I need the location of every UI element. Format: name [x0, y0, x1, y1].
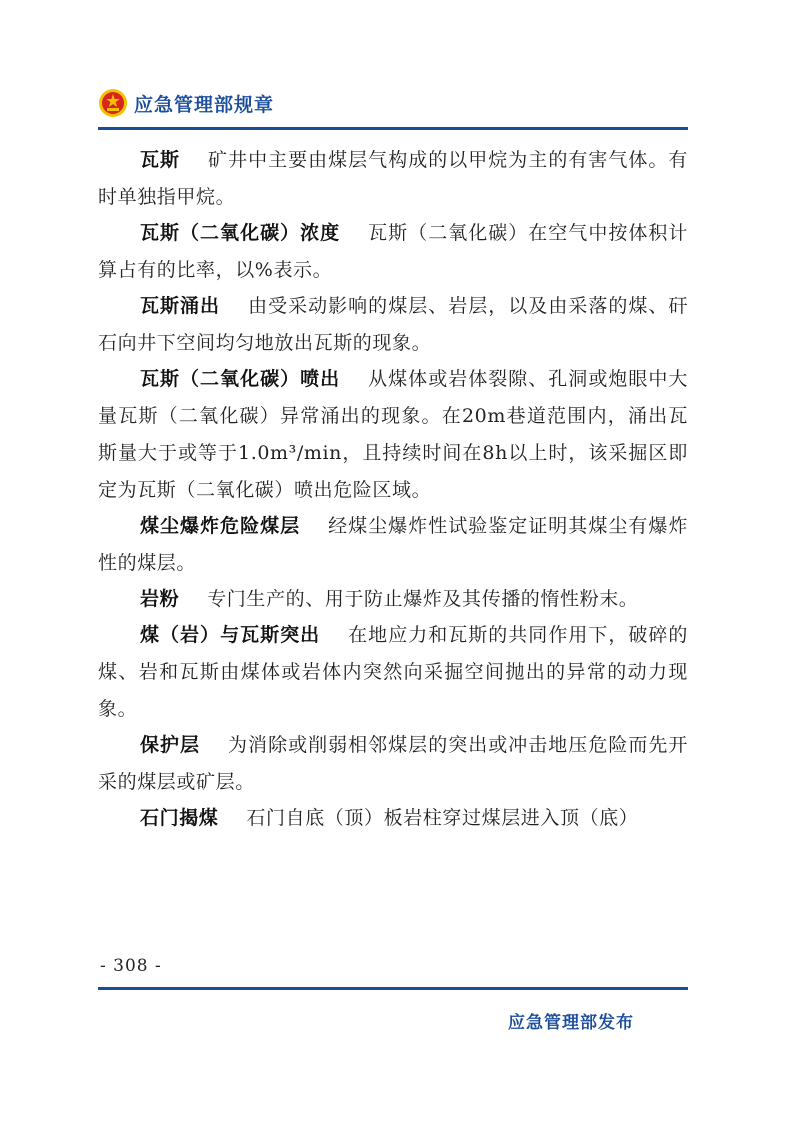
term-definition: 矿井中主要由煤层气构成的以甲烷为主的有害气体。有时单独指甲烷。 — [98, 149, 689, 208]
publisher-label: 应急管理部发布 — [508, 1013, 634, 1033]
term-definition: 专门生产的、用于防止爆炸及其传播的惰性粉末。 — [207, 588, 639, 610]
document-body — [98, 142, 688, 836]
term-definition: 经煤尘爆炸性试验鉴定证明其煤尘有爆炸性的煤层。 — [98, 515, 688, 574]
definition-entry — [98, 617, 688, 728]
definition-entry — [98, 288, 688, 362]
term-definition: 从煤体或岩体裂隙、孔洞或炮眼中大量瓦斯（二氧化碳）异常涌出的现象。在20m巷道范围内，涌出瓦斯量大于或等于1.0m³/min，且持续时间在8h以上时，该采掘区即定为瓦斯（二氧化碳）喷出危险区域。 — [98, 368, 688, 501]
header-divider — [98, 127, 688, 130]
term-label: 瓦斯（二氧化碳）浓度 — [140, 222, 341, 244]
term-definition: 为消除或削弱相邻煤层的突出或冲击地压危险而先开采的煤层或矿层。 — [98, 734, 688, 793]
definition-entry — [98, 215, 688, 289]
national-emblem-icon — [98, 88, 128, 118]
term-definition: 瓦斯（二氧化碳）在空气中按体积计算占有的比率，以%表示。 — [98, 222, 688, 281]
term-label: 保护层 — [140, 734, 201, 756]
page-number: - 308 - — [100, 956, 162, 976]
term-label: 瓦斯涌出 — [140, 295, 221, 317]
definition-entry — [98, 581, 688, 618]
definition-entry — [98, 142, 688, 216]
term-definition: 石门自底（顶）板岩柱穿过煤层进入顶（底） — [246, 807, 639, 829]
header-title: 应急管理部规章 — [134, 94, 275, 116]
footer-divider — [98, 987, 688, 990]
definition-entry — [98, 361, 688, 509]
term-label: 煤（岩）与瓦斯突出 — [140, 624, 321, 646]
term-label: 煤尘爆炸危险煤层 — [140, 515, 301, 537]
term-label: 岩粉 — [140, 588, 180, 610]
definition-entry — [98, 727, 688, 801]
page-header — [98, 82, 688, 122]
term-definition: 由受采动影响的煤层、岩层，以及由采落的煤、矸石向井下空间均匀地放出瓦斯的现象。 — [98, 295, 689, 354]
term-label: 石门揭煤 — [140, 807, 219, 829]
definition-entry — [98, 800, 688, 837]
term-label: 瓦斯（二氧化碳）喷出 — [140, 368, 341, 390]
definition-entry — [98, 508, 688, 582]
term-label: 瓦斯 — [140, 149, 181, 171]
term-definition: 在地应力和瓦斯的共同作用下，破碎的煤、岩和瓦斯由煤体或岩体内突然向采掘空间抛出的异常的动力现象。 — [98, 624, 689, 720]
